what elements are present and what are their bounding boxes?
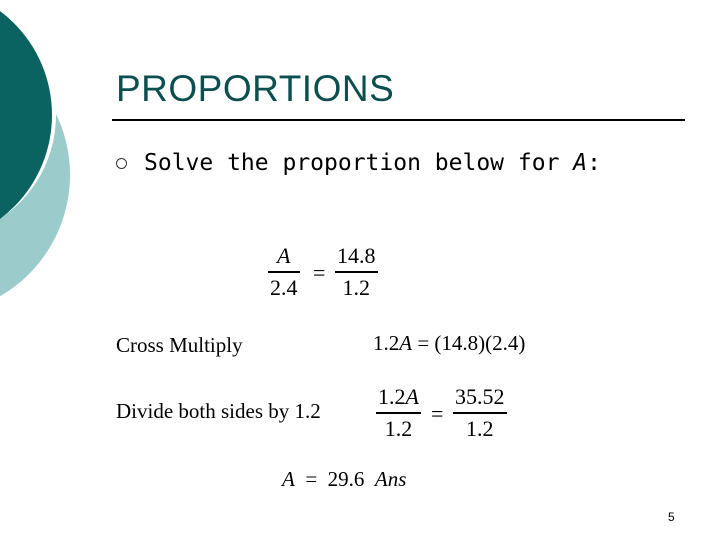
dark-teal-circle	[0, 0, 52, 245]
proportion-right-denominator: 1.2	[342, 274, 370, 300]
step1-equation: 1.2A = (14.8)(2.4)	[373, 331, 526, 355]
step1-label: Cross Multiply	[116, 333, 243, 357]
slide-title: PROPORTIONS	[116, 68, 395, 109]
bullet-text	[144, 150, 601, 176]
step2-right-fraction	[453, 386, 507, 440]
step2-right-numerator: 35.52	[455, 384, 505, 409]
proportion-right-numerator: 14.8	[337, 243, 376, 268]
step2-equals: =	[431, 401, 444, 426]
result-equals: =	[305, 467, 318, 491]
step2-right-denominator: 1.2	[466, 415, 494, 441]
proportion-left-denominator: 2.4	[270, 274, 298, 300]
step2-left-denominator: 1.2	[384, 415, 413, 441]
title-divider	[112, 119, 685, 121]
bullet-variable: A	[573, 150, 588, 176]
bullet-text-suffix: :	[587, 150, 601, 176]
step2-left-fraction	[376, 386, 421, 440]
white-ring	[0, 0, 56, 239]
proportion-equals: =	[313, 260, 326, 285]
result-suffix: Ans	[374, 467, 407, 491]
proportion-left-fraction	[268, 245, 300, 299]
bullet-circle-icon	[116, 158, 127, 169]
result-variable: A	[282, 467, 295, 491]
result-value: 29.6	[327, 467, 365, 491]
page-number: 5	[668, 510, 675, 524]
step1-variable: A	[399, 331, 413, 355]
proportion-left-numerator: A	[277, 243, 291, 268]
result-equation	[282, 467, 406, 492]
bullet-text-prefix: Solve the proportion below for	[144, 150, 574, 176]
proportion-right-fraction	[335, 245, 378, 299]
step2-left-numerator: 1.2A	[378, 384, 419, 409]
step2-label: Divide both sides by 1.2	[116, 399, 321, 423]
light-teal-circle	[0, 35, 70, 315]
